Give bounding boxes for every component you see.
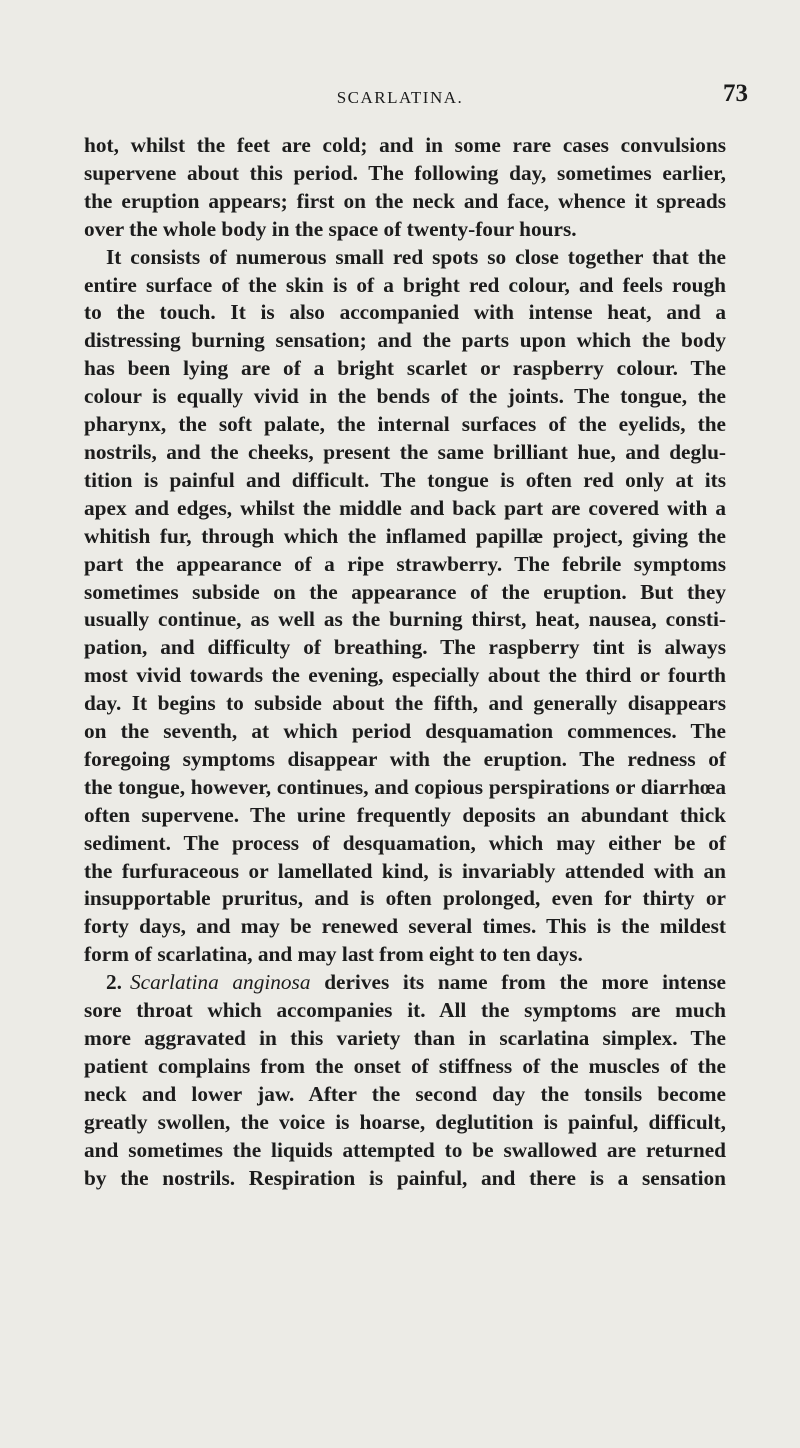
text-line: entire surface of the skin is of a bright red colour, and feels rough <box>84 272 726 297</box>
page-number: 73 <box>723 80 748 107</box>
text-line: colour is equally vivid in the bends of the joints. The tongue, the <box>84 384 726 409</box>
text-line: sediment. The process of desquamation, which may either be of <box>84 830 726 855</box>
text-line: the eruption appears; first on the neck and face, whence it spreads <box>84 188 726 213</box>
text-line: day. It begins to subside about the fifth, and generally disappears <box>84 691 726 716</box>
text-line: usually continue, as well as the burning thirst, heat, nausea, consti- <box>84 607 726 632</box>
text-line: to the touch. It is also accompanied with intense heat, and a <box>84 300 726 325</box>
body-text <box>84 132 726 1192</box>
text-line: insupportable pruritus, and is often prolonged, even for thirty or <box>84 886 726 911</box>
text-line: distressing burning sensation; and the parts upon which the body <box>84 328 726 353</box>
text-line: more aggravated in this variety than in scarlatina simplex. The <box>84 1026 726 1050</box>
text-line: on the seventh, at which period desquamation commences. The <box>84 719 726 744</box>
text-line: sometimes subside on the appearance of the eruption. But they <box>84 579 726 604</box>
text-line: apex and edges, whilst the middle and back part are covered with a <box>84 495 726 520</box>
text-line: greatly swollen, the voice is hoarse, deglutition is painful, difficult, <box>84 1109 726 1134</box>
running-head: SCARLATINA. <box>336 88 464 107</box>
section-number: 2. <box>106 970 122 995</box>
text-line: by the nostrils. Respiration is painful, and there is a sensation <box>84 1165 726 1190</box>
text-line: part the appearance of a ripe strawberry. The febrile symptoms <box>84 551 726 576</box>
text-line: neck and lower jaw. After the second day the tonsils become <box>84 1081 726 1106</box>
text-line: sore throat which accompanies it. All the symptoms are much <box>84 998 726 1023</box>
text-line: foregoing symptoms disappear with the eruption. The redness of <box>84 746 726 771</box>
text-line: pation, and difficulty of breathing. The raspberry tint is always <box>84 635 726 660</box>
text-line: supervene about this period. The following day, sometimes earlier, <box>84 160 726 185</box>
text-line: the furfuraceous or lamellated kind, is invariably attended with an <box>84 858 726 883</box>
text-line: pharynx, the soft palate, the internal surfaces of the eyelids, the <box>84 412 726 437</box>
text-line: hot, whilst the feet are cold; and in some rare cases convulsions <box>84 133 726 157</box>
section-term: Scarlatina anginosa <box>129 970 311 995</box>
text-line: tition is painful and difficult. The tongue is often red only at its <box>84 467 726 492</box>
text-line: the tongue, however, continues, and copious perspirations or diarrhœa <box>84 774 726 799</box>
text-line: form of scarlatina, and may last from eight to ten days. <box>84 942 583 967</box>
text-line: most vivid towards the evening, especially about the third or fourth <box>84 663 726 688</box>
text-line: and sometimes the liquids attempted to be swallowed are returned <box>84 1137 726 1162</box>
text-line: nostrils, and the cheeks, present the same brilliant hue, and deglu- <box>84 439 726 464</box>
section-2-first-line <box>84 969 726 997</box>
section-first-line-text: derives its name from the more intense <box>324 970 727 995</box>
text-line: has been lying are of a bright scarlet or raspberry colour. The <box>84 356 726 381</box>
text-line: forty days, and may be renewed several times. This is the mildest <box>84 914 726 939</box>
text-line: patient complains from the onset of stiffness of the muscles of the <box>84 1053 726 1078</box>
text-line: whitish fur, through which the inflamed papillæ project, giving the <box>84 523 726 548</box>
text-line: often supervene. The urine frequently deposits an abundant thick <box>84 802 726 827</box>
text-line: It consists of numerous small red spots so close together that the <box>106 244 726 269</box>
text-line: over the whole body in the space of twenty-four hours. <box>84 216 577 241</box>
